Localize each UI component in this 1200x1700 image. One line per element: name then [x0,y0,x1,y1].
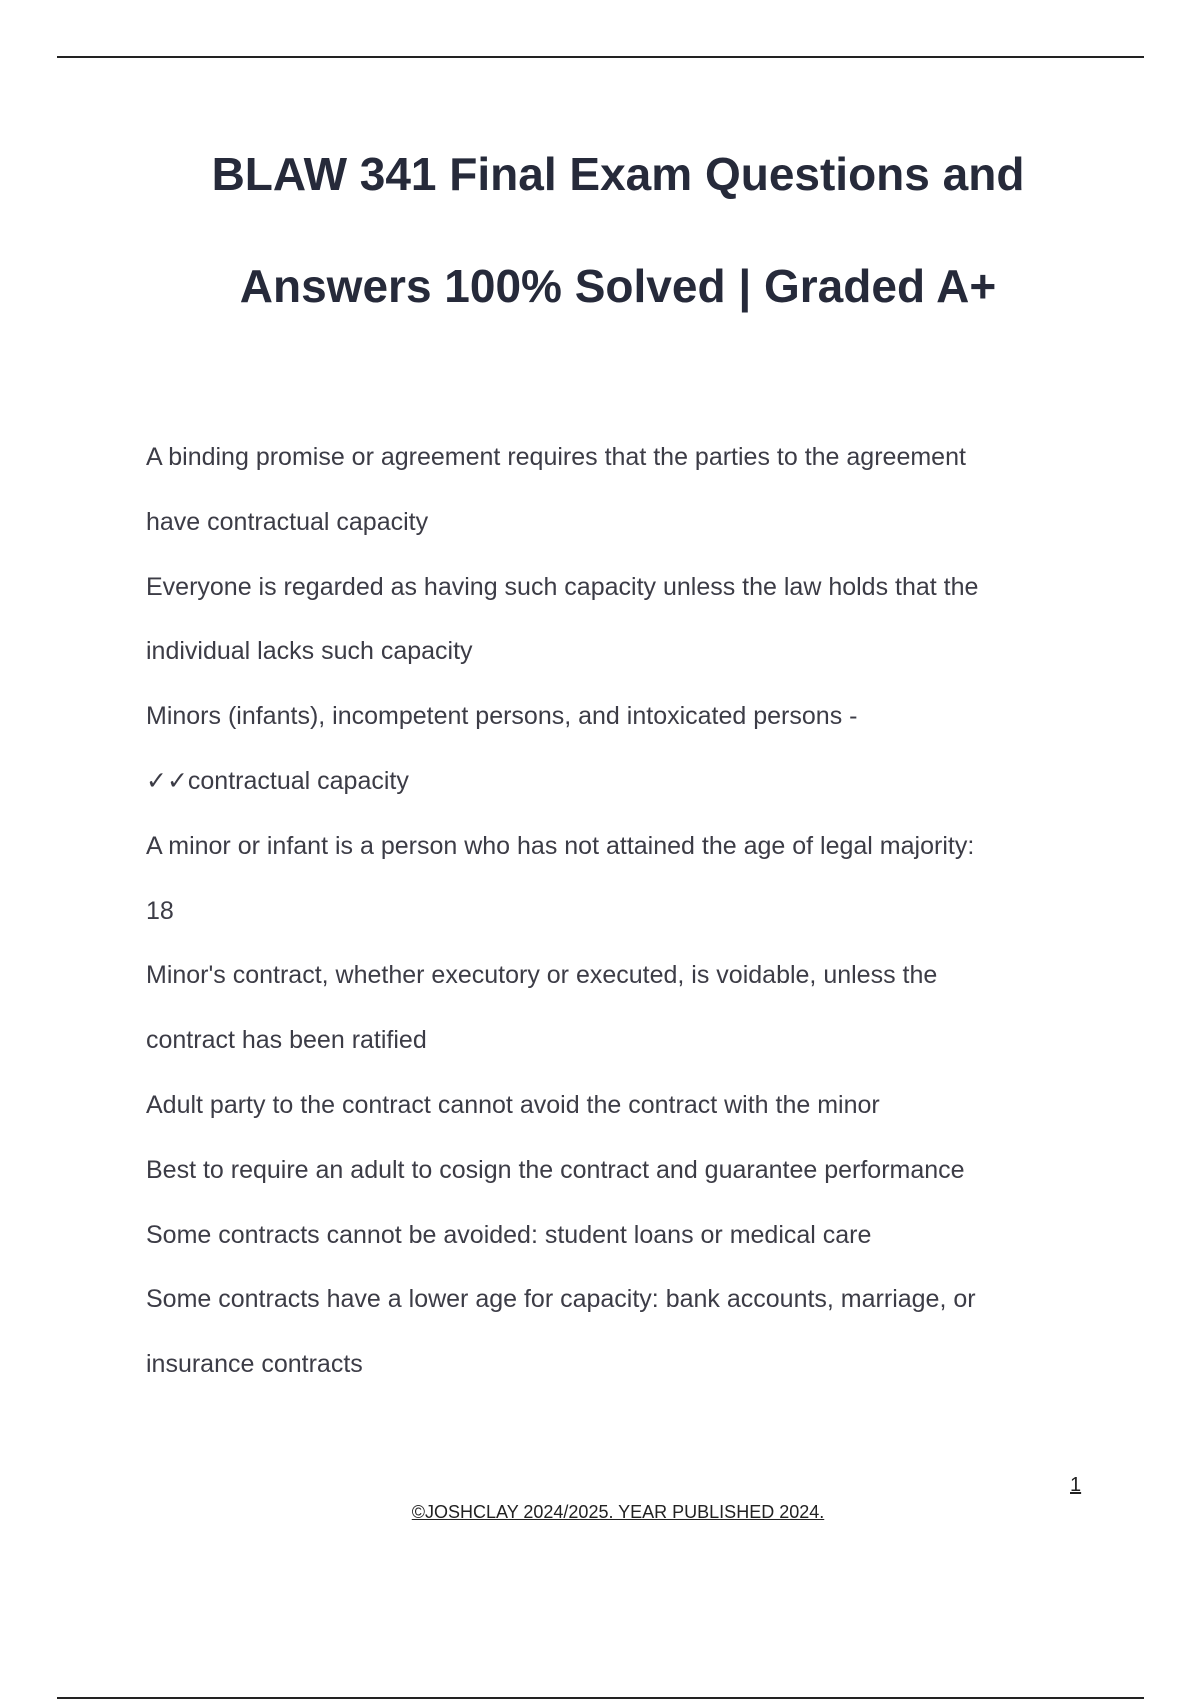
body-line: Minors (infants), incompetent persons, and intoxicated persons - [146,702,858,731]
body-line: ✓✓contractual capacity [146,766,409,795]
body-line: Everyone is regarded as having such capacity unless the law holds that the [146,572,979,601]
title-line: Answers 100% Solved | Graded A+ [239,260,997,312]
document-body [146,425,1106,1397]
top-rule [57,56,1144,58]
title-line: BLAW 341 Final Exam Questions and [211,148,1025,200]
copyright-footer: ©JOSHCLAY 2024/2025. YEAR PUBLISHED 2024. [411,1502,825,1522]
page-number: 1 [1070,1474,1082,1496]
body-line: A binding promise or agreement requires that the parties to the agreement [146,443,966,471]
bottom-rule [57,1697,1144,1699]
body-line: contract has been ratified [146,1026,427,1055]
body-line: Adult party to the contract cannot avoid the contract with the minor [146,1090,880,1119]
document-title [100,138,1136,362]
body-line: 18 [146,896,174,925]
body-line: insurance contracts [146,1350,363,1379]
body-line: Minor's contract, whether executory or executed, is voidable, unless the [146,961,938,990]
body-line: Some contracts cannot be avoided: student loans or medical care [146,1220,872,1249]
body-line: Some contracts have a lower age for capacity: bank accounts, marriage, or [146,1285,976,1314]
body-line: individual lacks such capacity [146,637,473,666]
body-line: have contractual capacity [146,507,429,536]
body-line: A minor or infant is a person who has not attained the age of legal majority: [146,831,975,860]
body-line: Best to require an adult to cosign the contract and guarantee performance [146,1155,965,1184]
